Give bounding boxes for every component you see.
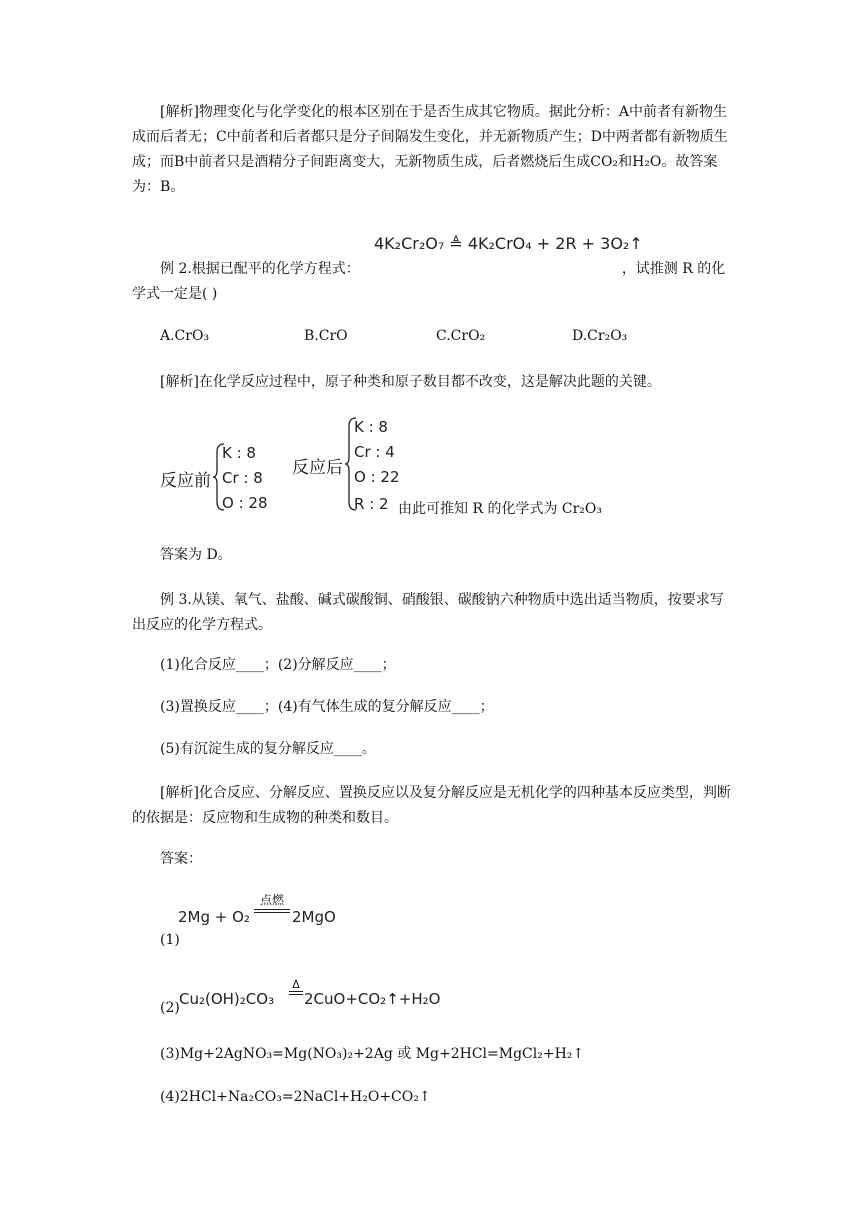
answer-2-condition: Δ bbox=[292, 978, 300, 991]
answer-1-number: (1) bbox=[160, 932, 180, 948]
option-d: D.Cr₂O₃ bbox=[572, 328, 628, 344]
before-k: K : 8 bbox=[222, 444, 256, 462]
answer-2-left: Cu₂(OH)₂CO₃ bbox=[179, 990, 275, 1008]
example-2-question bbox=[132, 257, 732, 307]
after-label: 反应后 bbox=[292, 458, 343, 478]
conclusion: 由此可推知 R 的化学式为 Cr₂O₃ bbox=[398, 501, 602, 517]
answer-2-number: (2) bbox=[160, 1000, 180, 1016]
before-label: 反应前 bbox=[160, 471, 211, 491]
answer-1-condition: 点燃 bbox=[259, 893, 284, 907]
question-3-4: (3)置换反应____；(4)有气体生成的复分解反应____； bbox=[160, 699, 494, 715]
answer-4: (4)2HCl+Na₂CO₃=2NaCl+H₂O+CO₂↑ bbox=[160, 1089, 431, 1105]
answer-d: 答案为 D。 bbox=[160, 547, 232, 563]
answer-1-condition-wrap bbox=[254, 893, 290, 913]
analysis-3: [解析]化合反应、分解反应、置换反应以及复分解反应是无机化学的四种基本反应类型，判断的依据是：反应物和生成物的种类和数目。 bbox=[132, 785, 731, 826]
answer-1-left: 2Mg + O₂ bbox=[178, 908, 250, 926]
option-a: A.CrO₃ bbox=[160, 328, 210, 344]
before-o: O : 28 bbox=[222, 494, 268, 512]
after-r: R : 2 bbox=[354, 495, 389, 513]
option-b: B.CrO bbox=[304, 328, 348, 344]
question-1-2: (1)化合反应____；(2)分解反应____； bbox=[160, 657, 396, 673]
answer-label: 答案： bbox=[160, 851, 202, 867]
question-5: (5)有沉淀生成的复分解反应____。 bbox=[160, 741, 376, 757]
answer-1-right: 2MgO bbox=[292, 908, 336, 926]
example-3: 例 3.从镁、氧气、盐酸、碱式碳酸铜、硝酸银、碳酸钠六种物质中选出适当物质，按要求写出反应的化学方程式。 bbox=[132, 592, 724, 633]
answer-2-condition-wrap bbox=[289, 979, 303, 995]
example-2-options bbox=[160, 328, 720, 348]
analysis-2: [解析]在化学反应过程中，原子种类和原子数目都不改变，这是解决此题的关键。 bbox=[160, 374, 661, 390]
example-2-tail: ，试推测 R 的化学式一定是( ) bbox=[132, 261, 726, 302]
before-cr: Cr : 8 bbox=[222, 469, 263, 487]
equation-ex2: 4K₂Cr₂O₇ ≜ 4K₂CrO₄ + 2R + 3O₂↑ bbox=[374, 234, 643, 253]
answer-2-right: 2CuO+CO₂↑+H₂O bbox=[304, 990, 441, 1008]
after-o: O : 22 bbox=[354, 468, 400, 486]
after-k: K : 8 bbox=[354, 418, 388, 436]
analysis-1: [解析]物理变化与化学变化的根本区别在于是否生成其它物质。据此分析：A中前者有新物生成而后者无；C中前者和后者都只是分子间隔发生变化，并无新物质产生；D中两者都有新物质生成；而B中前者只是酒精分子间距离变大，无新物质生成，后者燃烧后生成CO₂和H₂O。故答案为：B。 bbox=[132, 104, 728, 195]
after-cr: Cr : 4 bbox=[354, 443, 395, 461]
answer-3: (3)Mg+2AgNO₃=Mg(NO₃)₂+2Ag 或 Mg+2HCl=MgCl₂+H₂↑ bbox=[160, 1046, 585, 1062]
option-c: C.CrO₂ bbox=[436, 328, 486, 344]
example-2-lead: 例 2.根据已配平的化学方程式： bbox=[160, 261, 360, 277]
